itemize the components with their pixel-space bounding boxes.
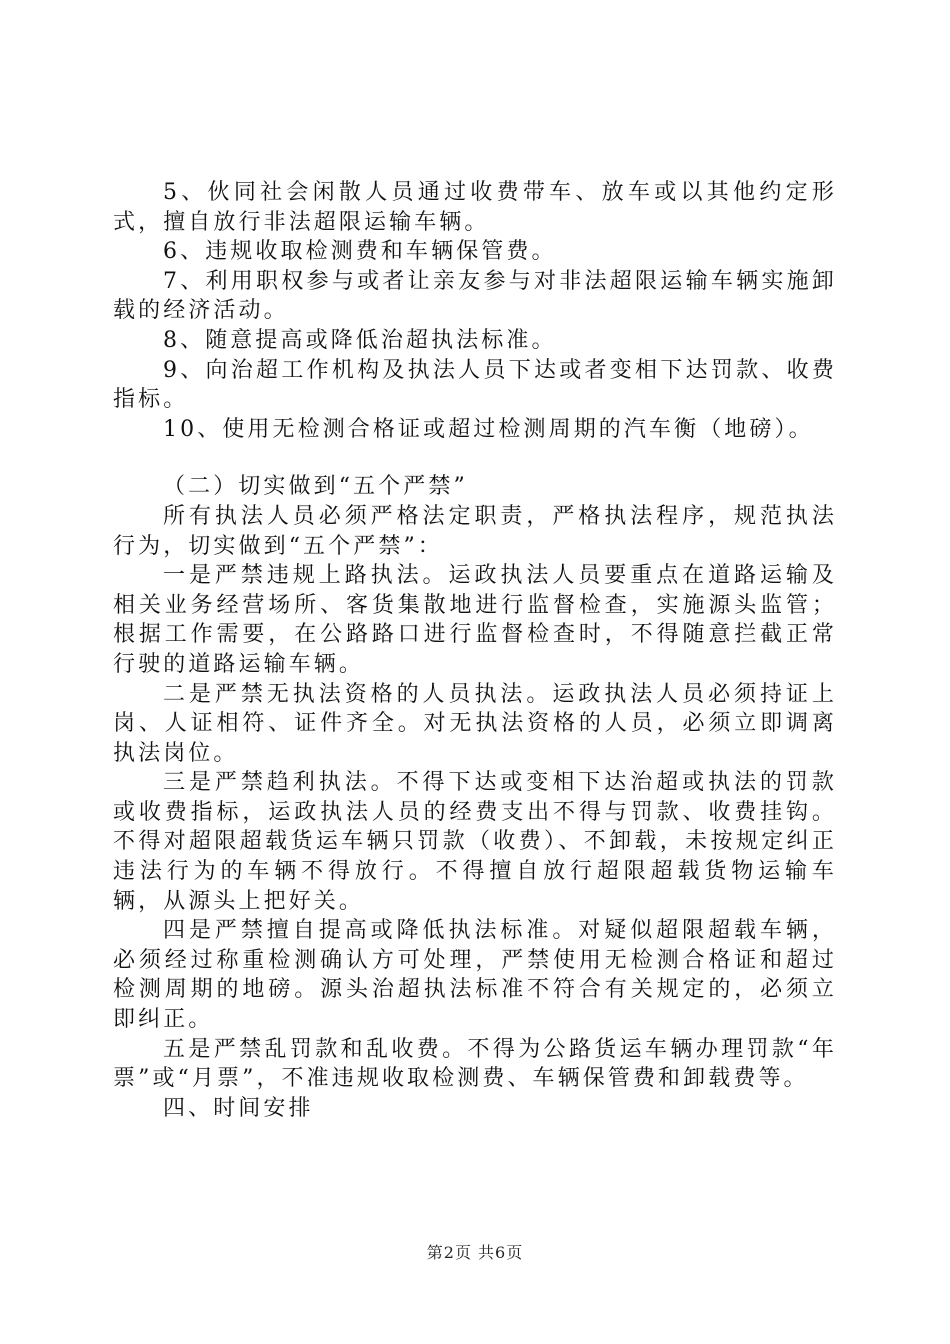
list-item-10: 10、使用无检测合格证或超过检测周期的汽车衡（地磅）。 — [163, 416, 814, 442]
list-item-5: 5、伙同社会闲散人员通过收费带车、放车或以其他约定形式，擅自放行非法超限运输车辆。 — [113, 180, 837, 235]
section-heading-five-prohibitions: （二）切实做到“五个严禁” — [163, 474, 468, 500]
section-heading-schedule: 四、时间安排 — [163, 1095, 314, 1121]
page-number-footer: 第2页 共6页 — [426, 1243, 524, 1262]
list-item-8: 8、随意提高或降低治超执法标准。 — [163, 327, 557, 353]
list-item-6: 6、违规收取检测费和车辆保管费。 — [163, 239, 557, 265]
list-item-7: 7、利用职权参与或者让亲友参与对非法超限运输车辆实施卸载的经济活动。 — [113, 268, 837, 324]
prohibition-4-paragraph: 四是严禁擅自提高或降低执法标准。对疑似超限超载车辆，必须经过称重检测确认方可处理，严禁使用无检测合格证和超过检测周期的地磅。源头治超执法标准不符合有关规定的，必须立即纠正。 — [113, 918, 837, 1033]
prohibition-3-paragraph: 三是严禁趋利执法。不得下达或变相下达治超或执法的罚款或收费指标，运政执法人员的经费支出不得与罚款、收费挂钩。不得对超限超载货运车辆只罚款（收费）、不卸载，未按规定纠正违法行为的车辆不得放行。不得擅自放行超限超载货物运输车辆，从源头上把好关。 — [113, 770, 837, 914]
prohibition-1-paragraph: 一是严禁违规上路执法。运政执法人员要重点在道路运输及相关业务经营场所、客货集散地进行监督检查，实施源头监管；根据工作需要，在公路路口进行监督检查时，不得随意拦截正常行驶的道路运输车辆。 — [113, 563, 837, 677]
prohibition-2-paragraph: 二是严禁无执法资格的人员执法。运政执法人员必须持证上岗、人证相符、证件齐全。对无执法资格的人员，必须立即调离执法岗位。 — [113, 681, 837, 766]
intro-paragraph: 所有执法人员必须严格法定职责，严格执法程序，规范执法行为，切实做到“五个严禁”： — [113, 503, 837, 559]
prohibition-5-paragraph: 五是严禁乱罚款和乱收费。不得为公路货运车辆办理罚款“年票”或“月票”，不准违规收取检测费、车辆保管费和卸载费等。 — [113, 1036, 837, 1092]
document-body — [113, 178, 837, 1123]
list-item-9: 9、向治超工作机构及执法人员下达或者变相下达罚款、收费指标。 — [113, 357, 837, 413]
